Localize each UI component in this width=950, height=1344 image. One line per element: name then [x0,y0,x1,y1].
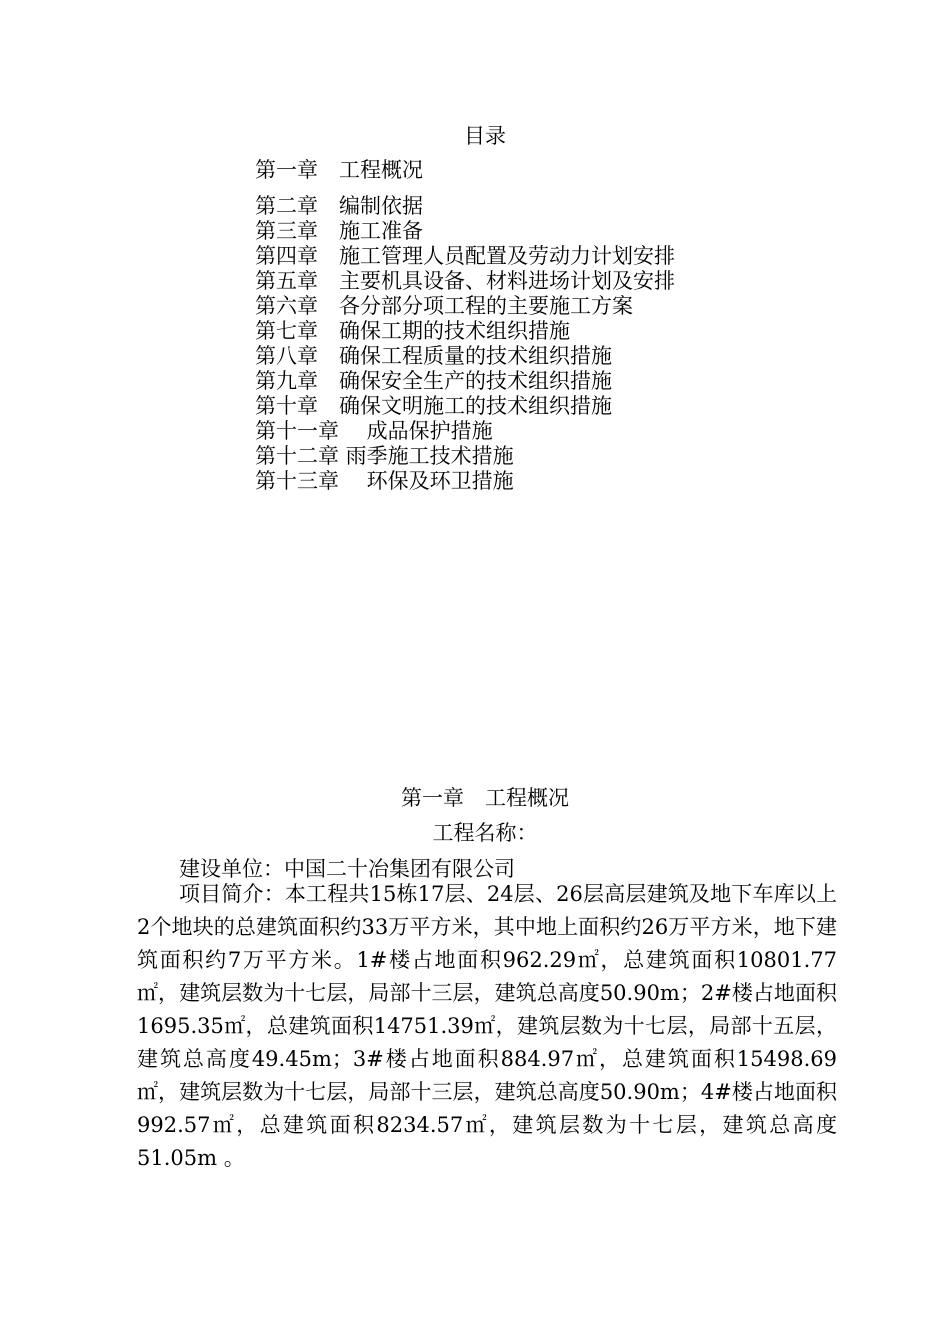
toc-item-chapter-8: 第八章 确保工程质量的技术组织措施 [255,344,612,368]
toc-item-chapter-1: 第一章 工程概况 [255,158,423,182]
project-name-label: 工程名称： [432,821,538,845]
builder-paragraph: 建设单位：中国二十冶集团有限公司 [179,857,515,881]
toc-title: 目录 [464,124,506,148]
toc-item-chapter-5: 第五章 主要机具设备、材料进场计划及安排 [255,269,675,293]
toc-item-chapter-9: 第九章 确保安全生产的技术组织措施 [255,369,612,393]
toc-item-chapter-7: 第七章 确保工期的技术组织措施 [255,319,570,343]
chapter-heading: 第一章 工程概况 [401,786,569,810]
toc-item-chapter-6: 第六章 各分部分项工程的主要施工方案 [255,294,633,318]
project-intro-paragraph: 项目简介：本工程共15栋17层、24层、26层高层建筑及地下车库以上2个地块的总建筑面积约33万平方米，其中地上面积约26万平方米，地下建筑面积约7万平方米。1#楼占地面积962.29㎡，总建筑面积10801.77㎡，建筑层数为十七层，局部十三层，建筑总高度50.90m；2#楼占地面积1695.35㎡，总建筑面积14751.39㎡，建筑层数为十七层，局部十五层，建筑总高度49.45m；3#楼占地面积884.97㎡，总建筑面积15498.69㎡，建筑层数为十七层，局部十三层，建筑总高度50.90m；4#楼占地面积992.57㎡，总建筑面积8234.57㎡，建筑层数为十七层，建筑总高度51.05m 。 [137,882,837,1170]
toc-item-chapter-12: 第十二章 雨季施工技术措施 [255,444,514,468]
toc-list [255,158,675,494]
toc-item-chapter-10: 第十章 确保文明施工的技术组织措施 [255,394,612,418]
toc-item-chapter-11: 第十一章 成品保护措施 [255,419,493,443]
toc-item-chapter-13: 第十三章 环保及环卫措施 [255,469,514,493]
toc-item-chapter-3: 第三章 施工准备 [255,219,423,243]
toc-item-chapter-2: 第二章 编制依据 [255,194,423,218]
toc-item-chapter-4: 第四章 施工管理人员配置及劳动力计划安排 [255,244,675,268]
